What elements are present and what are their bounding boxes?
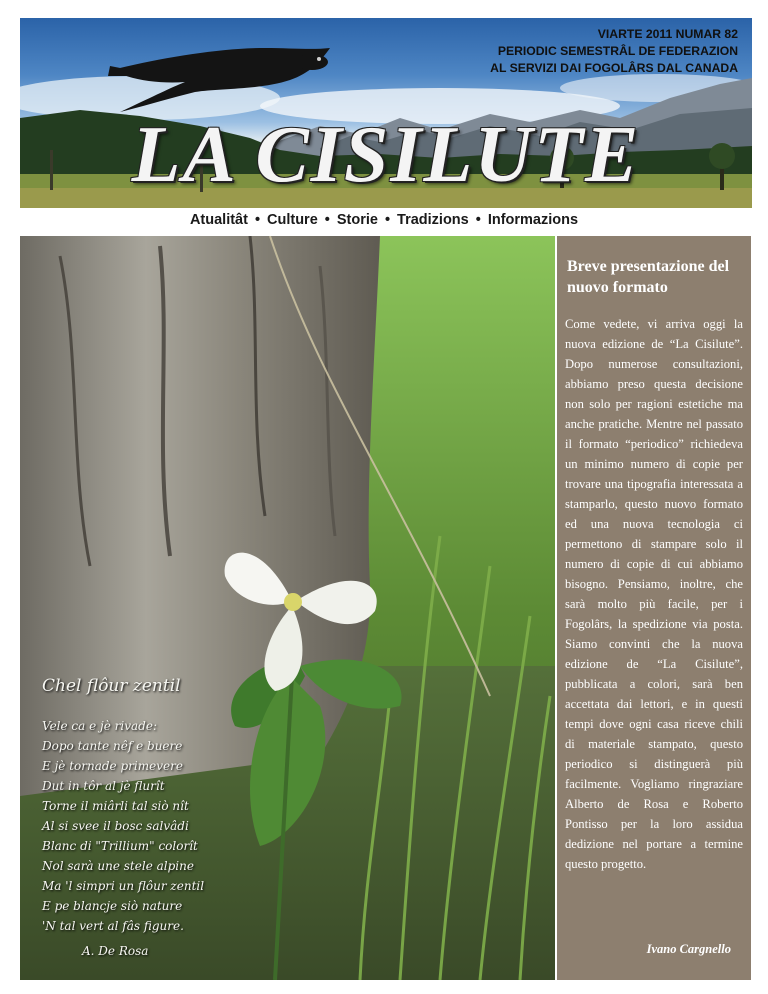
issue-info	[490, 26, 738, 77]
editorial-title: Breve presentazione del nuovo formato	[567, 258, 730, 296]
editorial-body: Come vedete, vi arriva oggi la nuova edizione de “La Cisilute”. Dopo numerose consultazioni, abbiamo preso questa decisione non solo per ragioni estetiche ma anche pratiche. Mentre nel passato il formato “periodico” richiedeva un minimo numero di copie per trovare una tipografia interessata a stamparlo, questo nuovo formato ed una nuova tecnologia ci permettono di stampare solo il numero di copie di cui abbiamo bisogno. Pensiamo, inoltre, che sarà molto più facile, per i Fogolârs, la spedizione via posta. Siamo convinti che la nuova edizione de “La Cisilute”, pubblicata a colori, sarà ben accettata dai lettori, e in questi tempi dove ogni casa riceve chili di materiale stampato, questo periodico si distinguerà più facilmente. Vogliamo ringraziare Alberto de Rosa e Roberto Pontisso per la loro assidua dedizione nel portare a termine questo progetto.	[565, 317, 743, 871]
poem-line: Dopo tante nêf e buere	[42, 739, 183, 753]
editorial-sidebar	[557, 236, 751, 980]
editorial-author: Ivano Cargnello	[646, 942, 731, 956]
tagline-item: Tradizions	[397, 212, 469, 228]
poem-line: Nol sarà une stele alpine	[42, 859, 194, 873]
poem-block	[42, 676, 222, 958]
poem-title: Chel flôur zentil	[42, 676, 181, 696]
poem-line: E jè tornade primevere	[42, 759, 183, 773]
cover-photo	[20, 236, 555, 980]
poem-line: Ma 'l simpri un flôur zentil	[42, 879, 205, 893]
poem-line: Al si svee il bosc salvâdi	[42, 819, 189, 833]
poem-line: 'N tal vert al fâs figure.	[42, 919, 184, 933]
tagline-item: Culture	[267, 212, 318, 228]
publisher-line: PERIODIC SEMESTRÂL DE FEDERAZION	[497, 44, 738, 58]
tagline-item: Storie	[336, 212, 378, 228]
poem-line: Vele ca e jè rivade:	[42, 719, 157, 733]
masthead-banner	[20, 18, 752, 208]
newsletter-title: LA CISILUTE	[131, 111, 641, 199]
tagline-separator: •	[384, 212, 391, 228]
tagline-item: Informazions	[487, 212, 579, 228]
publisher-line-2: AL SERVIZI DAI FOGOLÂRS DAL CANADA	[490, 61, 738, 75]
poem-line: Blanc di "Trillium" colorît	[42, 839, 198, 853]
poem-line: Dut in tôr al jè flurît	[42, 779, 165, 793]
poem-line: E pe blancje siò nature	[42, 899, 183, 913]
tagline-separator: •	[475, 212, 481, 228]
poem-author: A. De Rosa	[82, 944, 149, 958]
tagline-separator: •	[324, 212, 330, 228]
tagline-item: Atualitât	[189, 212, 248, 228]
issue-date: VIARTE 2011 NUMAR 82	[597, 27, 738, 41]
poem-line: Torne il miârli tal siò nît	[42, 799, 189, 813]
tagline-separator: •	[254, 212, 261, 228]
section-tagline	[0, 212, 768, 228]
